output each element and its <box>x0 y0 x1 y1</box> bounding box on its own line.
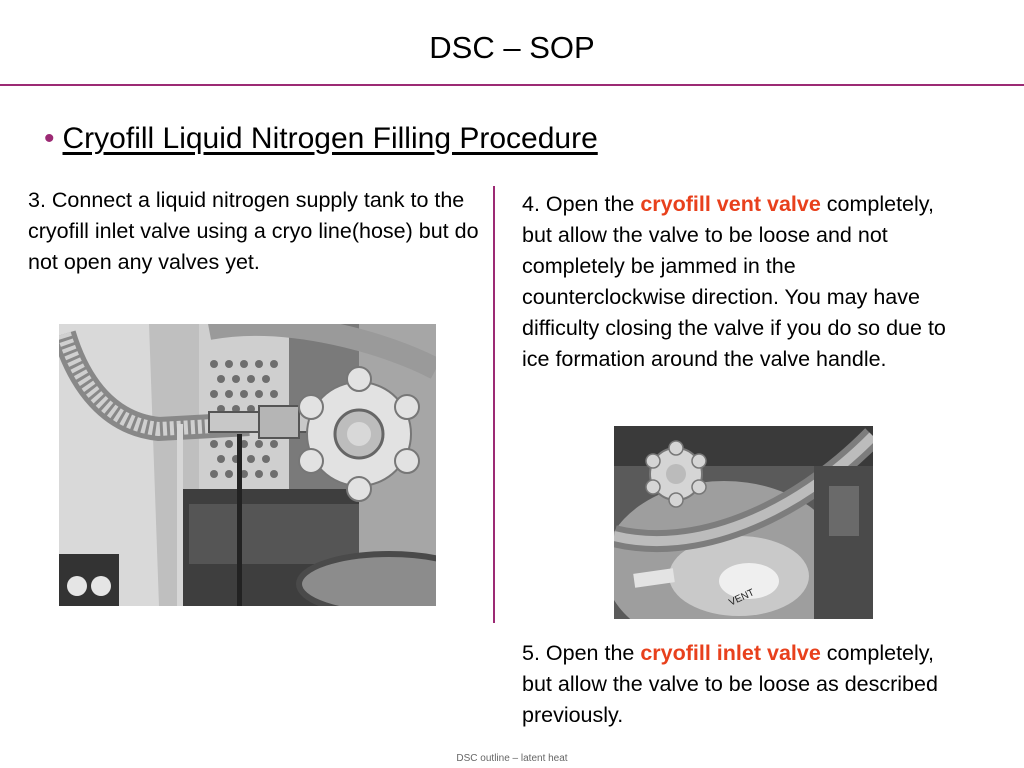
bullet-icon: • <box>44 122 55 155</box>
slide-title: DSC – SOP <box>429 30 595 65</box>
step-5-highlight: cryofill inlet valve <box>640 641 821 665</box>
section-heading <box>44 120 598 158</box>
step-4-prefix: 4. Open the <box>522 192 641 216</box>
title-divider <box>0 84 1024 86</box>
slide-footer: DSC outline – latent heat <box>456 753 568 764</box>
column-divider <box>493 186 495 623</box>
step-5-prefix: 5. Open the <box>522 641 641 665</box>
heading-text: Cryofill Liquid Nitrogen Filling Procedure <box>62 122 598 155</box>
step-4-suffix: completely, but allow the valve to be loose and not completely be jammed in the counterclockwise direction. You may have difficulty closing the valve if you do so due to ice formation around the valve handle. <box>522 192 946 371</box>
step-3-text: 3. Connect a liquid nitrogen supply tank to the cryofill inlet valve using a cryo line(hose) but do not open any valves yet. <box>28 188 479 274</box>
step-4-highlight: cryofill vent valve <box>640 192 821 216</box>
step-5-text <box>522 638 962 731</box>
cryofill-vent-valve-photo <box>614 426 873 619</box>
step-4-text <box>522 189 962 375</box>
vent-label: VENT <box>727 587 757 609</box>
step-5-suffix: completely, but allow the valve to be loose as described previously. <box>522 641 938 727</box>
cryo-line-connection-photo <box>59 324 436 606</box>
